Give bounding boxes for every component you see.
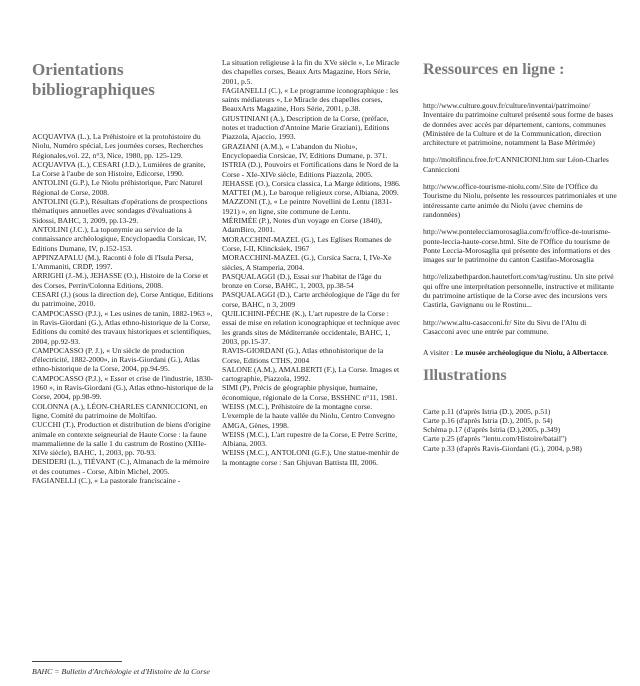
bibliography-list-1 xyxy=(32,132,214,485)
bibliography-entry: COLONNA (A.), LÉON-CHARLES CANNICCIONI, en ligne, Comité du patrimoine de Moltifao. xyxy=(32,401,208,420)
bibliography-entry: ANTOLINI (J.C.), La toponymie au service de la connaissance archéologique, Encyclopaedia Corsicae, IV, Editions Dumane, IV, p.152-153. xyxy=(32,224,207,253)
resource-entry: http://www.pontelecciamorosaglia.com/fr/office-de-tourisme-ponte-leccia-haute-corse.html. Site de l'Office du tourisme de Ponte Leccia-Morosaglia qui présente des informations et des images sur le patrimoine du canton Castifao-Morosaglia xyxy=(423,227,611,265)
bibliography-entry: DESIDERI (L.), TIÉVANT (C.), Almanach de la mémoire et des coutumes - Corse, Albin Michel, 2005. xyxy=(32,457,210,476)
bibliography-entry: MÉRIMÉE (P.), Notes d'un voyage en Corse (1840), AdamBiro, 2001. xyxy=(222,216,382,235)
bibliography-entry: MORACCHINI-MAZEL (G.), Corsica Sacra, I, IVe-Xe siècles, A Stamperia, 2004. xyxy=(222,253,392,272)
bibliography-entry: SIMI (P), Précis de géographie physique, humaine, économique, régionale de la Corse, BSSHNC n°11, 1981. xyxy=(222,383,398,402)
bibliography-entry: ACQUAVIVA (L.), La Préhistoire et la protohistoire du Niolu, Numéro spécial, Les journées corses, Recherches Régionales,vol. 22, n°3, Nice, 1980, pp. 125-129. xyxy=(32,132,204,160)
bibliography-entry: MAZZONI (T.), « Le peintre Novellini de Lentu (1831-1921) », en ligne, site commune de Lentu. xyxy=(222,197,392,216)
illustration-credit: Carte p.25 (d'après "lentu.com/Histoire/batail") xyxy=(423,434,567,444)
bibliography-entry: JEHASSE (O.), Corsica classica, La Marge éditions, 1986. xyxy=(222,178,401,188)
bibliography-entry: ARRIGHI (J.-M.), JEHASSE (O.), Histoire de la Corse et des Corses, Perrin/Colonna Editions, 2008. xyxy=(32,271,209,290)
resource-entry: http://www.altu-casacconi.fr/ Site du Sivu de l'Altu di Casacconi avec une entrée par commune. xyxy=(423,317,587,336)
bibliography-entry: PASQUALAGGI (D.), Essai sur l'habitat de l'âge du bronze en Corse, BAHC, 1, 2003, pp.38-54 xyxy=(222,271,382,291)
bibliography-entry: WEISS (M.C.), ANTOLONI (G.F.), Une statue-menhir de la montagne corse : San Ghjuvan Battista III, 2006. xyxy=(222,448,399,467)
bibliography-entry: SALONE (A.M.), AMALBERTI (F.), La Corse. Images et cartographie, Piazzola, 1992. xyxy=(222,364,400,384)
bibliography-entry: RAVIS-GIORDANI (G.), Atlas ethnohistorique de la Corse, Editions CTHS, 2004 xyxy=(222,346,384,365)
resource-entry: http://www.office-tourisme-niolu.com/.Site de l'Office du Tourisme du Niolu, présente les ressources patrimoniales et une intéressante carte animée du Niolu (avec chemins de randonnées) xyxy=(423,182,617,219)
visit-museum: Le musée archéologique du Niolu, à Albertacce xyxy=(454,348,607,358)
resource-entry: http://moltifincu.free.fr/CANNICIONI.htm sur Léon-Charles Canniccioni xyxy=(423,155,609,174)
resources-column xyxy=(423,52,619,453)
bibliography-list-2 xyxy=(222,58,402,467)
bibliography-entry: GRAZIANI (A.M.), « L'abandon du Niolu», Encyclopaedia Corsicae, IV, Editions Dumane, p. 371. xyxy=(222,141,388,160)
bibliography-column-2 xyxy=(222,58,402,467)
bibliography-entry: ANTOLINI (G.P.), Résultats d'opérations de prospections thématiques annuelles avec sondages d'évaluations à Sidossi, BAHC, 3, 2009, pp.13-29. xyxy=(32,197,208,225)
bibliography-entry: ISTRIA (D.), Pouvoirs et Fortifications dans le Nord de la Corse - XIe-XIVe siècle, Editions Piazzola, 2005. xyxy=(222,160,399,179)
illustrations-heading: Illustrations xyxy=(423,366,507,384)
bibliography-entry: FAGIANELLI (C.), « La pastorale franciscaine - xyxy=(32,475,181,485)
illustrations-list xyxy=(423,407,619,453)
illustration-credit: Schéma p.17 (d'après Istria (D.),2005, p.349) xyxy=(423,425,561,435)
footnote-rule xyxy=(32,661,122,662)
resources-heading: Ressources en ligne : xyxy=(423,61,565,78)
bibliography-entry: ANTOLINI (G.P.), Le Niolu préhistorique, Parc Naturel Régional de Corse, 2008. xyxy=(32,178,203,197)
visit-prefix: A visiter : xyxy=(423,348,453,358)
bibliography-entry: GIUSTINIANI (A.), Description de la Corse, (préface, notes et traduction d'Antoine Marie Graziani), Editions Piazzola, Ajaccio, 1993. xyxy=(222,113,390,142)
bibliography-entry: WEISS (M.C.), L'art rupestre de la Corse, E Petre Scritte, Albiana, 2003. xyxy=(222,429,398,449)
visit-suffix: . xyxy=(606,348,609,358)
resource-entry: http://elizabethpardon.hautetfort.com/tag/rustinu. Un site privé qui offre une interprétation personnelle, instructive et militante du patrimoine artistique de la Corse avec des incursions vers Castirla, Gavignanu ou le Rostinu... xyxy=(423,272,614,310)
bibliography-entry: MATTEI (M.), Le baroque religieux corse, Albiana, 2009. xyxy=(222,188,399,198)
resource-entry: http://www.culture.gouv.fr/culture/inventai/patrimoine/ Inventaire du patrimoine culturel présenté sous forme de bases de données avec accès par département, cantons, communes (Ministère de la Culture et de la Communication, direction architecture et patrimoine, notamment la Base Mérimée) xyxy=(423,101,614,148)
bibliography-entry: MORACCHINI-MAZEL (G.), Les Eglises Romanes de Corse, I-II, Klincksiek, 1967 xyxy=(222,234,392,253)
footnote: BAHC = Bulletin d'Archéologie et d'Histoire de la Corse xyxy=(32,667,210,676)
bibliography-entry: CESARI (J.) (sous la direction de), Corse Antique, Editions du patrimoine, 2010. xyxy=(32,290,214,309)
illustration-credit: Carte p.11 (d'après Istria (D.), 2005, p.51) xyxy=(423,406,551,416)
bibliography-entry: CAMPOCASSO (P.J.), « Les usines de tanin, 1882-1963 », in Ravis-Giordani (G.), Atlas ethno-historique de la Corse, Editions du comité des travaux historiques et scientifiques, 2004, pp.92-93. xyxy=(32,308,213,346)
bibliography-entry: WEISS (M.C.), Préhistoire de la montagne corse. L'exemple de la haute vallée du Niolu, Centro Convegno AMGA, Gènes, 1998. xyxy=(222,401,395,430)
resources-list xyxy=(423,101,619,336)
bibliography-heading: Orientations bibliographiques xyxy=(32,60,155,99)
bibliography-column-1 xyxy=(32,52,214,485)
bibliography-entry: CUCCHI (T.), Production et distribution de biens d'origine animale en contexte seigneurial de Haute Corse : la faune mammalienne de la salle 1 du castrum de Rostino (XIIIe-XIVe siècle), BAHC, 1, 2003, pp. 70-93. xyxy=(32,420,211,458)
bibliography-entry: La situation religieuse à la fin du XVe siècle », Le Miracle des chapelles corses, Beaux Arts Magazine, Hors Série, 2001, p.5. xyxy=(222,58,400,86)
bibliography-entry: ACQUAVIVA (L.), CESARI (J.D.), Lumières de granite, La Corse à l'aube de son Histoire, Edicorse, 1990. xyxy=(32,159,206,179)
illustration-credit: Carte p.33 (d'après Ravis-Giordani (G.), 2004, p.98) xyxy=(423,443,582,453)
bibliography-entry: FAGIANELLI (C.), « Le programme iconographique : les saints médiateurs », Le Miracle des chapelles corses, BeauxArts Magazine, Hors Série, 2001, p.38. xyxy=(222,85,399,114)
bibliography-entry: QUILICHINI-PÉCHE (K.), L'art rupestre de la Corse : essai de mise en relation iconographique et technique avec les grands sites de Méditerranée occidentale, BAHC, 1, 2003, pp.15-37. xyxy=(222,309,400,346)
illustration-credit: Carte p.16 (d'après Istria (D.), 2005, p. 54) xyxy=(423,415,553,425)
bibliography-entry: CAMPOCASSO (P.J.), « Essor et crise de l'industrie, 1830-1960 », in Ravis-Giordani (G.), Atlas ethno-historique de la Corse, 2004, pp.98-99. xyxy=(32,373,214,402)
bibliography-entry: APPINZAPALU (M.), Raconti è fole di l'Isula Persa, L'Ammaniti, CRDP, 1997. xyxy=(32,252,194,272)
visit-note xyxy=(423,348,619,357)
bibliography-entry: PASQUALAGGI (D.), Carte archéologique de l'âge du fer corse, BAHC, n 3, 2009 xyxy=(222,290,400,309)
bibliography-entry: CAMPOCASSO (P. J.), « Un siècle de production d'électricité, 1882-2000», in Ravis-Giordani (G.), Atlas ethno-historique de la Corse, 2004, pp.94-95. xyxy=(32,345,200,374)
